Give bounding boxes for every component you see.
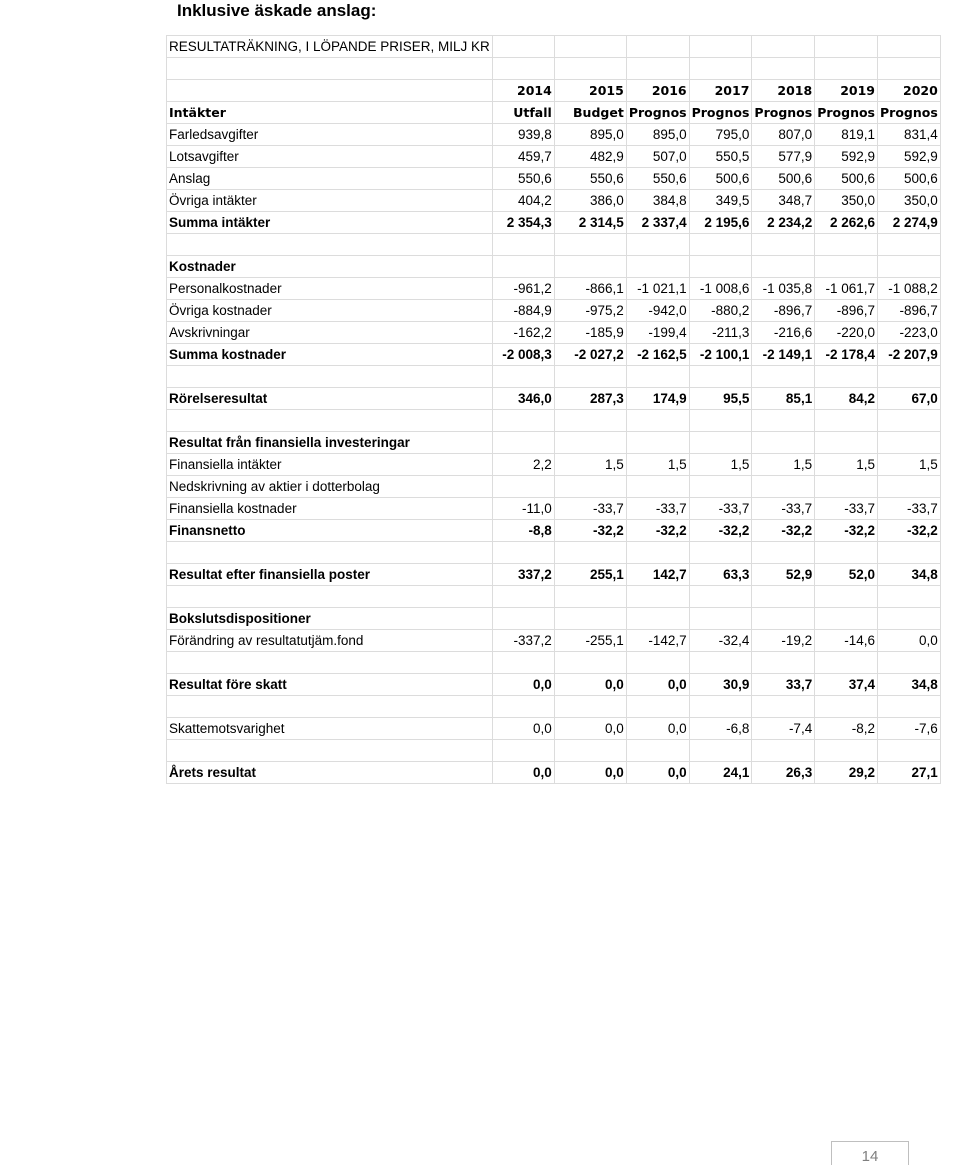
value-cell — [689, 740, 752, 762]
value-cell: 819,1 — [815, 124, 878, 146]
spacer-row — [167, 58, 941, 80]
row-label: Skattemotsvarighet — [167, 718, 493, 740]
value-cell — [878, 740, 941, 762]
table-row — [167, 564, 941, 586]
table-title-row — [167, 36, 941, 58]
value-cell: -2 100,1 — [689, 344, 752, 366]
row-label: Kostnader — [167, 256, 493, 278]
value-cell: 1,5 — [752, 454, 815, 476]
value-cell: -880,2 — [689, 300, 752, 322]
value-cell: 807,0 — [752, 124, 815, 146]
value-cell: 174,9 — [626, 388, 689, 410]
value-cell: -33,7 — [626, 498, 689, 520]
value-cell — [554, 234, 626, 256]
value-cell: 0,0 — [554, 674, 626, 696]
value-cell — [626, 476, 689, 498]
value-cell — [878, 410, 941, 432]
row-label: Personalkostnader — [167, 278, 493, 300]
value-cell: 0,0 — [626, 674, 689, 696]
value-cell — [752, 586, 815, 608]
table-row — [167, 300, 941, 322]
value-cell — [815, 432, 878, 454]
row-label: Finansnetto — [167, 520, 493, 542]
table-row — [167, 388, 941, 410]
value-cell: 482,9 — [554, 146, 626, 168]
value-cell: 63,3 — [689, 564, 752, 586]
row-label: Resultat före skatt — [167, 674, 493, 696]
value-cell — [626, 608, 689, 630]
value-cell — [492, 696, 554, 718]
value-cell — [752, 410, 815, 432]
value-cell: 34,8 — [878, 564, 941, 586]
value-cell: 27,1 — [878, 762, 941, 784]
value-cell — [752, 476, 815, 498]
value-cell: 2 274,9 — [878, 212, 941, 234]
table-row — [167, 344, 941, 366]
row-label: Övriga kostnader — [167, 300, 493, 322]
table-row — [167, 168, 941, 190]
value-cell: -2 027,2 — [554, 344, 626, 366]
value-cell: 0,0 — [492, 674, 554, 696]
value-cell: 350,0 — [878, 190, 941, 212]
value-cell: -19,2 — [752, 630, 815, 652]
value-cell: -7,4 — [752, 718, 815, 740]
value-cell — [878, 234, 941, 256]
value-cell: 459,7 — [492, 146, 554, 168]
value-cell: 34,8 — [878, 674, 941, 696]
value-cell — [689, 410, 752, 432]
value-cell — [752, 366, 815, 388]
value-cell: 255,1 — [554, 564, 626, 586]
value-cell: 500,6 — [752, 168, 815, 190]
value-cell: 0,0 — [554, 718, 626, 740]
value-cell: 895,0 — [554, 124, 626, 146]
value-cell: 337,2 — [492, 564, 554, 586]
page-number: 14 — [831, 1141, 909, 1165]
value-cell: -199,4 — [626, 322, 689, 344]
value-cell: -896,7 — [878, 300, 941, 322]
type-header: Prognos — [752, 102, 815, 124]
row-label: Nedskrivning av aktier i dotterbolag — [167, 476, 493, 498]
value-cell — [626, 542, 689, 564]
value-cell — [689, 366, 752, 388]
table-row — [167, 608, 941, 630]
type-header: Prognos — [689, 102, 752, 124]
spacer-row — [167, 366, 941, 388]
row-label — [167, 696, 493, 718]
table-row — [167, 520, 941, 542]
value-cell: 2 314,5 — [554, 212, 626, 234]
row-label: Avskrivningar — [167, 322, 493, 344]
type-header: Budget — [554, 102, 626, 124]
value-cell — [492, 410, 554, 432]
value-cell: -7,6 — [878, 718, 941, 740]
section-heading: Inklusive äskade anslag: — [177, 1, 377, 20]
row-label: Resultat från finansiella investeringar — [167, 432, 493, 454]
income-statement-table — [166, 35, 941, 784]
value-cell: 1,5 — [815, 454, 878, 476]
value-cell: 1,5 — [554, 454, 626, 476]
year-header: 2015 — [554, 80, 626, 102]
value-cell — [878, 256, 941, 278]
value-cell: -2 162,5 — [626, 344, 689, 366]
row-label: Lotsavgifter — [167, 146, 493, 168]
value-cell: 500,6 — [689, 168, 752, 190]
value-cell — [554, 608, 626, 630]
value-cell — [752, 608, 815, 630]
value-cell: -33,7 — [878, 498, 941, 520]
value-cell: -337,2 — [492, 630, 554, 652]
table-row — [167, 454, 941, 476]
row-label: Finansiella kostnader — [167, 498, 493, 520]
value-cell: -1 088,2 — [878, 278, 941, 300]
value-cell: -216,6 — [752, 322, 815, 344]
value-cell — [492, 234, 554, 256]
value-cell: 550,6 — [626, 168, 689, 190]
value-cell: -142,7 — [626, 630, 689, 652]
value-cell: -32,4 — [689, 630, 752, 652]
value-cell: -2 008,3 — [492, 344, 554, 366]
value-cell — [689, 476, 752, 498]
value-cell — [626, 410, 689, 432]
value-cell — [689, 652, 752, 674]
value-cell: -32,2 — [878, 520, 941, 542]
value-cell: 33,7 — [752, 674, 815, 696]
table-row — [167, 190, 941, 212]
row-label: Bokslutsdispositioner — [167, 608, 493, 630]
value-cell — [815, 410, 878, 432]
value-cell — [492, 432, 554, 454]
value-cell — [815, 542, 878, 564]
value-cell: 895,0 — [626, 124, 689, 146]
value-cell: 52,9 — [752, 564, 815, 586]
value-cell: -2 149,1 — [752, 344, 815, 366]
year-header: 2017 — [689, 80, 752, 102]
table-row — [167, 124, 941, 146]
row-label — [167, 234, 493, 256]
value-cell: 37,4 — [815, 674, 878, 696]
value-cell — [689, 586, 752, 608]
row-label: Övriga intäkter — [167, 190, 493, 212]
table-row — [167, 674, 941, 696]
row-label: Summa intäkter — [167, 212, 493, 234]
value-cell: 95,5 — [689, 388, 752, 410]
value-cell — [626, 652, 689, 674]
value-cell — [554, 586, 626, 608]
value-cell: -220,0 — [815, 322, 878, 344]
table-row — [167, 762, 941, 784]
value-cell — [878, 542, 941, 564]
value-cell — [752, 234, 815, 256]
value-cell: -14,6 — [815, 630, 878, 652]
value-cell: 0,0 — [492, 718, 554, 740]
value-cell: 0,0 — [554, 762, 626, 784]
value-cell — [878, 586, 941, 608]
value-cell — [752, 696, 815, 718]
value-cell — [689, 542, 752, 564]
value-cell: 1,5 — [689, 454, 752, 476]
value-cell: -33,7 — [689, 498, 752, 520]
value-cell: -1 021,1 — [626, 278, 689, 300]
table-row — [167, 146, 941, 168]
value-cell: 0,0 — [626, 762, 689, 784]
value-cell — [815, 234, 878, 256]
value-cell — [492, 256, 554, 278]
value-cell: -2 178,4 — [815, 344, 878, 366]
value-cell: -896,7 — [752, 300, 815, 322]
value-cell — [554, 366, 626, 388]
value-cell: 386,0 — [554, 190, 626, 212]
row-label: Farledsavgifter — [167, 124, 493, 146]
value-cell — [554, 410, 626, 432]
value-cell: -1 061,7 — [815, 278, 878, 300]
value-cell: -255,1 — [554, 630, 626, 652]
value-cell: -1 035,8 — [752, 278, 815, 300]
value-cell: 550,6 — [492, 168, 554, 190]
value-cell: 939,8 — [492, 124, 554, 146]
table-row — [167, 256, 941, 278]
value-cell — [815, 256, 878, 278]
value-cell: 287,3 — [554, 388, 626, 410]
value-cell — [492, 740, 554, 762]
value-cell — [689, 256, 752, 278]
value-cell — [815, 476, 878, 498]
value-cell: -884,9 — [492, 300, 554, 322]
table-row — [167, 432, 941, 454]
value-cell — [815, 366, 878, 388]
table-row — [167, 630, 941, 652]
value-cell: -32,2 — [752, 520, 815, 542]
value-cell: 1,5 — [626, 454, 689, 476]
spacer-row — [167, 542, 941, 564]
table-row — [167, 476, 941, 498]
value-cell — [689, 432, 752, 454]
value-cell — [492, 476, 554, 498]
value-cell: 349,5 — [689, 190, 752, 212]
value-cell: 592,9 — [878, 146, 941, 168]
value-cell — [492, 542, 554, 564]
value-cell: 0,0 — [492, 762, 554, 784]
value-cell — [626, 740, 689, 762]
year-header: 2016 — [626, 80, 689, 102]
value-cell: -896,7 — [815, 300, 878, 322]
value-cell: -32,2 — [689, 520, 752, 542]
value-cell: 404,2 — [492, 190, 554, 212]
value-cell: 85,1 — [752, 388, 815, 410]
value-cell: 142,7 — [626, 564, 689, 586]
row-label: Resultat efter finansiella poster — [167, 564, 493, 586]
row-label: Anslag — [167, 168, 493, 190]
value-cell — [626, 366, 689, 388]
value-cell: -33,7 — [752, 498, 815, 520]
spacer-row — [167, 586, 941, 608]
value-cell: 24,1 — [689, 762, 752, 784]
year-header-row — [167, 80, 941, 102]
row-label: Finansiella intäkter — [167, 454, 493, 476]
value-cell: 350,0 — [815, 190, 878, 212]
table-row — [167, 718, 941, 740]
value-cell: -11,0 — [492, 498, 554, 520]
value-cell — [752, 542, 815, 564]
value-cell: 84,2 — [815, 388, 878, 410]
value-cell — [626, 696, 689, 718]
row-label: Förändring av resultatutjäm.fond — [167, 630, 493, 652]
value-cell — [492, 586, 554, 608]
year-header: 2020 — [878, 80, 941, 102]
table-title: RESULTATRÄKNING, I LÖPANDE PRISER, MILJ KR — [167, 36, 493, 58]
row-label — [167, 652, 493, 674]
value-cell — [626, 234, 689, 256]
value-cell — [752, 256, 815, 278]
value-cell: 346,0 — [492, 388, 554, 410]
row-label: Summa kostnader — [167, 344, 493, 366]
value-cell: 0,0 — [878, 630, 941, 652]
value-cell — [878, 432, 941, 454]
value-cell — [554, 696, 626, 718]
value-cell: 2 354,3 — [492, 212, 554, 234]
value-cell: -8,2 — [815, 718, 878, 740]
value-cell: -975,2 — [554, 300, 626, 322]
value-cell: 0,0 — [626, 718, 689, 740]
value-cell: -942,0 — [626, 300, 689, 322]
value-cell — [689, 696, 752, 718]
value-cell: 592,9 — [815, 146, 878, 168]
value-cell — [878, 476, 941, 498]
spacer-row — [167, 234, 941, 256]
type-header: Prognos — [815, 102, 878, 124]
value-cell — [689, 608, 752, 630]
value-cell: 26,3 — [752, 762, 815, 784]
value-cell — [752, 740, 815, 762]
value-cell: -6,8 — [689, 718, 752, 740]
value-cell: 2 262,6 — [815, 212, 878, 234]
value-cell — [752, 652, 815, 674]
year-header: 2019 — [815, 80, 878, 102]
value-cell — [815, 608, 878, 630]
type-header: Prognos — [878, 102, 941, 124]
table-row — [167, 278, 941, 300]
table-row — [167, 498, 941, 520]
value-cell: -32,2 — [626, 520, 689, 542]
table-row — [167, 212, 941, 234]
row-label — [167, 586, 493, 608]
value-cell — [554, 542, 626, 564]
spacer-row — [167, 696, 941, 718]
value-cell: -2 207,9 — [878, 344, 941, 366]
value-cell: -33,7 — [554, 498, 626, 520]
value-cell — [878, 366, 941, 388]
value-cell — [492, 366, 554, 388]
value-cell: 550,6 — [554, 168, 626, 190]
value-cell — [492, 608, 554, 630]
value-cell: 52,0 — [815, 564, 878, 586]
row-label — [167, 410, 493, 432]
row-label: Årets resultat — [167, 762, 493, 784]
value-cell: 500,6 — [878, 168, 941, 190]
row-label — [167, 542, 493, 564]
value-cell — [492, 652, 554, 674]
table-row — [167, 322, 941, 344]
value-cell: 348,7 — [752, 190, 815, 212]
spacer-row — [167, 652, 941, 674]
spacer-row — [167, 740, 941, 762]
value-cell: -33,7 — [815, 498, 878, 520]
value-cell — [626, 432, 689, 454]
value-cell — [689, 234, 752, 256]
value-cell: -32,2 — [815, 520, 878, 542]
row-label: Rörelseresultat — [167, 388, 493, 410]
value-cell: -961,2 — [492, 278, 554, 300]
value-cell: 795,0 — [689, 124, 752, 146]
value-cell — [815, 652, 878, 674]
type-header-row — [167, 102, 941, 124]
value-cell — [626, 256, 689, 278]
value-cell: -8,8 — [492, 520, 554, 542]
value-cell — [554, 432, 626, 454]
value-cell: -866,1 — [554, 278, 626, 300]
type-header: Prognos — [626, 102, 689, 124]
value-cell — [626, 586, 689, 608]
value-cell: 29,2 — [815, 762, 878, 784]
value-cell: -185,9 — [554, 322, 626, 344]
value-cell — [878, 652, 941, 674]
value-cell — [815, 696, 878, 718]
value-cell: 2 234,2 — [752, 212, 815, 234]
year-header: 2014 — [492, 80, 554, 102]
value-cell: -223,0 — [878, 322, 941, 344]
value-cell: 507,0 — [626, 146, 689, 168]
value-cell: -162,2 — [492, 322, 554, 344]
value-cell — [554, 476, 626, 498]
value-cell — [554, 740, 626, 762]
value-cell: 577,9 — [752, 146, 815, 168]
value-cell: 67,0 — [878, 388, 941, 410]
value-cell: 831,4 — [878, 124, 941, 146]
spacer-row — [167, 410, 941, 432]
row-label — [167, 740, 493, 762]
year-header: 2018 — [752, 80, 815, 102]
type-header: Utfall — [492, 102, 554, 124]
row-label: Intäkter — [167, 102, 493, 124]
value-cell: 1,5 — [878, 454, 941, 476]
value-cell: 2 337,4 — [626, 212, 689, 234]
value-cell: 500,6 — [815, 168, 878, 190]
value-cell — [554, 256, 626, 278]
value-cell — [815, 740, 878, 762]
value-cell: 30,9 — [689, 674, 752, 696]
value-cell: -211,3 — [689, 322, 752, 344]
value-cell — [878, 608, 941, 630]
value-cell — [752, 432, 815, 454]
value-cell — [878, 696, 941, 718]
value-cell — [554, 652, 626, 674]
value-cell: 550,5 — [689, 146, 752, 168]
row-label — [167, 366, 493, 388]
value-cell: 2,2 — [492, 454, 554, 476]
value-cell: 384,8 — [626, 190, 689, 212]
value-cell — [815, 586, 878, 608]
value-cell: -32,2 — [554, 520, 626, 542]
value-cell: -1 008,6 — [689, 278, 752, 300]
value-cell: 2 195,6 — [689, 212, 752, 234]
